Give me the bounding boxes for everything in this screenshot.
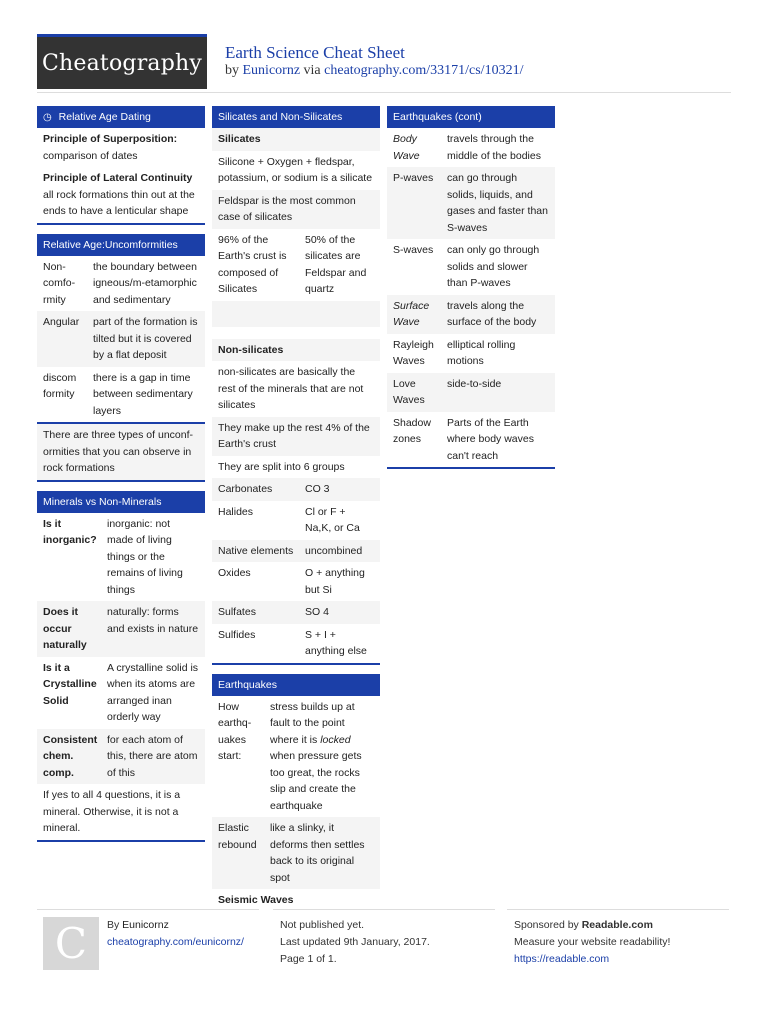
subheading-seismic-waves: Seismic Waves bbox=[218, 894, 294, 906]
section-title: Relative Age Dating bbox=[58, 111, 151, 123]
definition: for each atom of this, there are atom of this bbox=[107, 733, 198, 779]
group-name: Sulfates bbox=[218, 606, 256, 618]
section-silicates bbox=[212, 106, 380, 665]
section-header bbox=[387, 106, 555, 128]
table-row bbox=[212, 624, 380, 663]
byline-via: via bbox=[303, 63, 321, 78]
clock-icon: ◷ bbox=[43, 112, 52, 123]
sheet-url-link[interactable]: cheatography.com/33171/cs/10321/ bbox=[324, 63, 524, 78]
definition: all rock formations thin out at the ends to have a lenticular shape bbox=[43, 188, 195, 217]
definition: can only go through solids and slower than P-waves bbox=[447, 244, 540, 289]
section-header bbox=[212, 674, 380, 696]
list-item bbox=[37, 167, 205, 223]
byline-by: by bbox=[225, 63, 239, 78]
group-formula: CO 3 bbox=[305, 483, 330, 495]
term: discom formity bbox=[43, 371, 77, 400]
list-item: Silicone + Oxygen + fledspar, potassium, or sodium is a silicate bbox=[218, 155, 373, 184]
section-earthquakes bbox=[212, 674, 380, 912]
section-minerals bbox=[37, 491, 205, 842]
section-title: Earthquakes bbox=[218, 678, 277, 691]
definition: the boundary between igneous/m-etamorphic and sedimentary bbox=[93, 260, 197, 306]
term: Angular bbox=[43, 316, 80, 328]
table-row bbox=[212, 501, 380, 540]
definition: comparison of dates bbox=[43, 149, 138, 162]
footer-divider bbox=[507, 909, 729, 910]
term: Non-comfo-rmity bbox=[43, 260, 76, 306]
term: Is it a Crystalline Solid bbox=[43, 661, 97, 707]
footer-status bbox=[280, 917, 430, 968]
definition: A crystalline solid is when its atoms are arranged inan orderly way bbox=[107, 661, 199, 723]
definition: inorganic: not made of living things or the remains of living things bbox=[107, 517, 183, 596]
table-row bbox=[212, 817, 380, 889]
section-header bbox=[212, 106, 380, 128]
group-formula: O + anything but Si bbox=[305, 567, 365, 596]
column-2 bbox=[212, 106, 380, 921]
cell-left: 96% of the Earth's crust is composed of Silicates bbox=[218, 233, 287, 295]
term: Elastic rebound bbox=[218, 822, 257, 851]
table-row bbox=[387, 373, 555, 412]
section-header bbox=[37, 491, 205, 513]
note: There are three types of unconf-ormities that you can observe in rock formations bbox=[37, 422, 205, 480]
table-row bbox=[212, 562, 380, 601]
term: Body Wave bbox=[393, 133, 420, 162]
group-formula: SO 4 bbox=[305, 606, 329, 618]
published-status: Not published yet. bbox=[280, 919, 365, 931]
sponsor-line bbox=[514, 917, 670, 934]
table-row bbox=[37, 657, 205, 729]
list-item bbox=[37, 128, 205, 167]
header-divider bbox=[37, 92, 731, 93]
definition: elliptical rolling motions bbox=[447, 338, 516, 367]
footer-divider bbox=[273, 909, 495, 910]
cell-right: 50% of the silicates are Feldspar and quartz bbox=[305, 233, 367, 295]
sponsor-prefix: Sponsored by bbox=[514, 919, 582, 931]
column-1 bbox=[37, 106, 205, 851]
footer-author-name[interactable]: Eunicornz bbox=[122, 919, 169, 931]
section-title: Earthquakes (cont) bbox=[393, 111, 482, 123]
section-unconformities bbox=[37, 234, 205, 482]
group-formula: uncombined bbox=[305, 544, 363, 557]
term: Rayleigh Waves bbox=[393, 338, 434, 367]
definition-emphasis: locked bbox=[320, 733, 351, 746]
cheatography-logo[interactable]: Cheatography bbox=[37, 34, 207, 89]
table-row bbox=[37, 256, 205, 312]
term: Is it inorganic? bbox=[43, 517, 97, 546]
footer-author-link[interactable]: cheatography.com/eunicornz/ bbox=[107, 936, 244, 948]
subheading-silicates: Silicates bbox=[212, 128, 380, 151]
term: Consistent chem. comp. bbox=[43, 733, 98, 779]
spacer-row bbox=[212, 327, 380, 339]
section-header bbox=[37, 234, 205, 256]
note: If yes to all 4 questions, it is a mineral. Otherwise, it is not a mineral. bbox=[43, 789, 181, 834]
sponsor-text: Measure your website readability! bbox=[514, 936, 671, 948]
definition bbox=[270, 699, 374, 815]
table-row bbox=[212, 229, 380, 301]
definition: can go through solids, liquids, and gases and faster than S-waves bbox=[447, 172, 548, 234]
term: How earthq-uakes start: bbox=[218, 700, 252, 762]
section-title: Silicates and Non-Silicates bbox=[218, 111, 343, 123]
table-row bbox=[37, 311, 205, 367]
group-name: Sulfides bbox=[218, 628, 256, 641]
section-title: Minerals vs Non-Minerals bbox=[43, 495, 162, 508]
table-row bbox=[387, 128, 555, 167]
table-row bbox=[387, 239, 555, 295]
term: Principle of Superposition: bbox=[43, 133, 178, 145]
list-item: They are split into 6 groups bbox=[218, 460, 345, 473]
spacer-row bbox=[212, 301, 380, 327]
column-3 bbox=[387, 106, 555, 478]
list-item: They make up the rest 4% of the Earth's crust bbox=[212, 417, 380, 456]
last-updated: Last updated 9th January, 2017. bbox=[280, 936, 430, 948]
term: Surface Wave bbox=[393, 299, 430, 328]
definition-part: stress builds up at fault to the point where it is bbox=[270, 700, 355, 746]
term: P-waves bbox=[393, 172, 434, 184]
footer-author bbox=[107, 917, 244, 951]
footer-divider bbox=[37, 909, 259, 910]
definition: part of the formation is tilted but it is covered by a flat deposit bbox=[93, 316, 198, 361]
byline bbox=[225, 63, 523, 79]
group-formula: Cl or F + Na,K, or Ca bbox=[305, 505, 360, 534]
definition-part: when pressure gets too great, the rocks slip and create the earthquake bbox=[270, 750, 362, 812]
definition: there is a gap in time between sedimentary layers bbox=[93, 371, 193, 417]
group-formula: S + I + anything else bbox=[305, 628, 367, 657]
table-row bbox=[212, 601, 380, 624]
table-row bbox=[387, 295, 555, 334]
term: Principle of Lateral Continuity bbox=[43, 172, 193, 184]
definition: side-to-side bbox=[447, 377, 502, 390]
section-header bbox=[37, 106, 205, 128]
table-row bbox=[37, 513, 205, 602]
footer-by bbox=[107, 917, 244, 934]
table-row bbox=[212, 696, 380, 818]
term: S-waves bbox=[393, 244, 434, 256]
section-title: Relative Age:Uncomformities bbox=[43, 238, 178, 251]
group-name: Halides bbox=[218, 505, 254, 518]
author-avatar[interactable]: C bbox=[43, 917, 99, 970]
definition: naturally: forms and exists in nature bbox=[107, 606, 199, 635]
definition: travels along the surface of the body bbox=[447, 299, 537, 328]
group-name: Oxides bbox=[218, 567, 251, 579]
footer-by-prefix: By bbox=[107, 919, 123, 931]
sheet-title: Earth Science Cheat Sheet bbox=[225, 43, 405, 62]
table-row bbox=[37, 601, 205, 657]
section-earthquakes-cont bbox=[387, 106, 555, 469]
table-row bbox=[387, 334, 555, 373]
table-row bbox=[37, 729, 205, 785]
author-link[interactable]: Eunicornz bbox=[242, 63, 301, 78]
term: Love Waves bbox=[393, 377, 425, 406]
table-row bbox=[212, 478, 380, 501]
term: Does it occur naturally bbox=[43, 606, 87, 651]
subheading-non-silicates: Non-silicates bbox=[212, 339, 380, 362]
list-item: Feldspar is the most common case of silicates bbox=[212, 190, 380, 229]
definition: travels through the middle of the bodies bbox=[447, 133, 541, 162]
sponsor-link[interactable]: https://readable.com bbox=[514, 953, 610, 965]
group-name: Carbonates bbox=[218, 483, 273, 495]
table-row bbox=[387, 412, 555, 468]
table-row bbox=[212, 540, 380, 563]
definition: Parts of the Earth where body waves can't reach bbox=[447, 416, 534, 462]
footer-sponsor bbox=[514, 917, 670, 968]
section-relative-age-dating bbox=[37, 106, 205, 225]
sponsor-name: Readable.com bbox=[581, 919, 653, 931]
term: Shadow zones bbox=[393, 416, 431, 445]
table-row bbox=[387, 167, 555, 239]
table-row bbox=[37, 367, 205, 423]
group-name: Native elements bbox=[218, 544, 294, 557]
page-number: Page 1 of 1. bbox=[280, 953, 337, 965]
list-item: non-silicates are basically the rest of the minerals that are not silicates bbox=[218, 366, 364, 411]
definition: like a slinky, it deforms then settles back to its original spot bbox=[270, 822, 365, 884]
